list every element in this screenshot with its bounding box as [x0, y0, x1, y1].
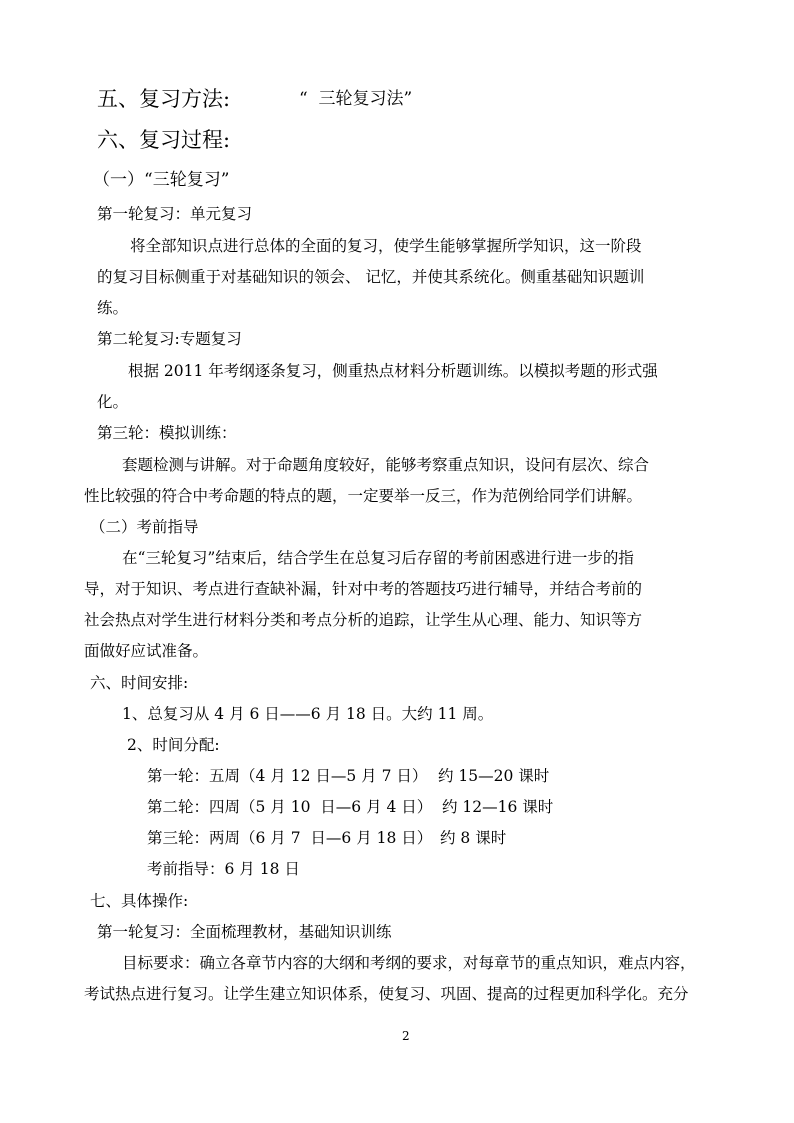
- heading-review-method-value: “ 三轮复习法”: [299, 89, 413, 109]
- operation-line: 目标要求：确立各章节内容的大纲和考纲的要求，对每章节的重点知识，难点内容，: [122, 954, 696, 972]
- round1-line: 的复习目标侧重于对基础知识的领会、 记忆，并使其系统化。侧重基础知识题训: [97, 268, 645, 286]
- round3-line: 性比较强的符合中考命题的特点的题，一定要举一反三，作为范例给同学们讲解。: [84, 487, 643, 505]
- round2-line: 化。: [97, 393, 129, 411]
- schedule-title: 六、时间安排:: [90, 674, 189, 692]
- round3-line: 套题检测与讲解。对于命题角度较好，能够考察重点知识，设问有层次、综合: [122, 456, 650, 474]
- pre-exam-guidance-line: 在“三轮复习”结束后，结合学生在总复习后存留的考前困惑进行进一步的指: [122, 549, 634, 567]
- round3-title: 第三轮：模拟训练：: [97, 424, 237, 442]
- heading-review-method-label: 五、复习方法:: [97, 87, 231, 111]
- round1-line: 练。: [97, 299, 129, 317]
- round2-line: 根据 2011 年考纲逐条复习，侧重热点材料分析题训练。以模拟考题的形式强: [128, 362, 658, 380]
- schedule-row-hours: 约 8 课时: [440, 829, 507, 847]
- pre-exam-guidance-line: 导，对于知识、考点进行查缺补漏，针对中考的答题技巧进行辅导，并结合考前的: [84, 580, 643, 598]
- schedule-row-hours: 约 12—16 课时: [442, 798, 554, 816]
- schedule-row-label: 第一轮：五周（4 月 12 日—5 月 7 日）: [147, 767, 428, 785]
- pre-exam-guidance-title: （二）考前指导: [90, 518, 199, 536]
- section-three-rounds-title: （一）“三轮复习”: [93, 170, 230, 190]
- heading-review-process: 六、复习过程:: [97, 128, 231, 152]
- round2-title: 第二轮复习:专题复习: [97, 330, 242, 348]
- page-number: 2: [402, 1029, 410, 1043]
- pre-exam-guidance-line: 面做好应试准备。: [84, 642, 209, 660]
- schedule-row-hours: 约 15—20 课时: [438, 767, 550, 785]
- operation-round1-title: 第一轮复习：全面梳理教材，基础知识训练: [97, 923, 392, 941]
- round1-line: 将全部知识点进行总体的全面的复习，使学生能够掌握所学知识，这一阶段: [130, 237, 642, 255]
- schedule-item-total: 1、总复习从 4 月 6 日——6 月 18 日。大约 11 周。: [122, 705, 494, 723]
- schedule-row-label: 第二轮：四周（5 月 10 日—6 月 4 日）: [147, 798, 433, 816]
- operation-line: 考试热点进行复习。让学生建立知识体系，使复习、巩固、提高的过程更加科学化。充分: [84, 985, 689, 1003]
- pre-exam-guidance-line: 社会热点对学生进行材料分类和考点分析的追踪，让学生从心理、能力、知识等方: [84, 611, 643, 629]
- schedule-item-allocation: 2、时间分配:: [127, 736, 220, 754]
- schedule-pre-exam: 考前指导：6 月 18 日: [147, 860, 300, 878]
- round1-title: 第一轮复习：单元复习: [97, 205, 253, 223]
- operation-title: 七、具体操作:: [90, 892, 189, 910]
- schedule-row-label: 第三轮：两周（6 月 7 日—6 月 18 日）: [147, 829, 433, 847]
